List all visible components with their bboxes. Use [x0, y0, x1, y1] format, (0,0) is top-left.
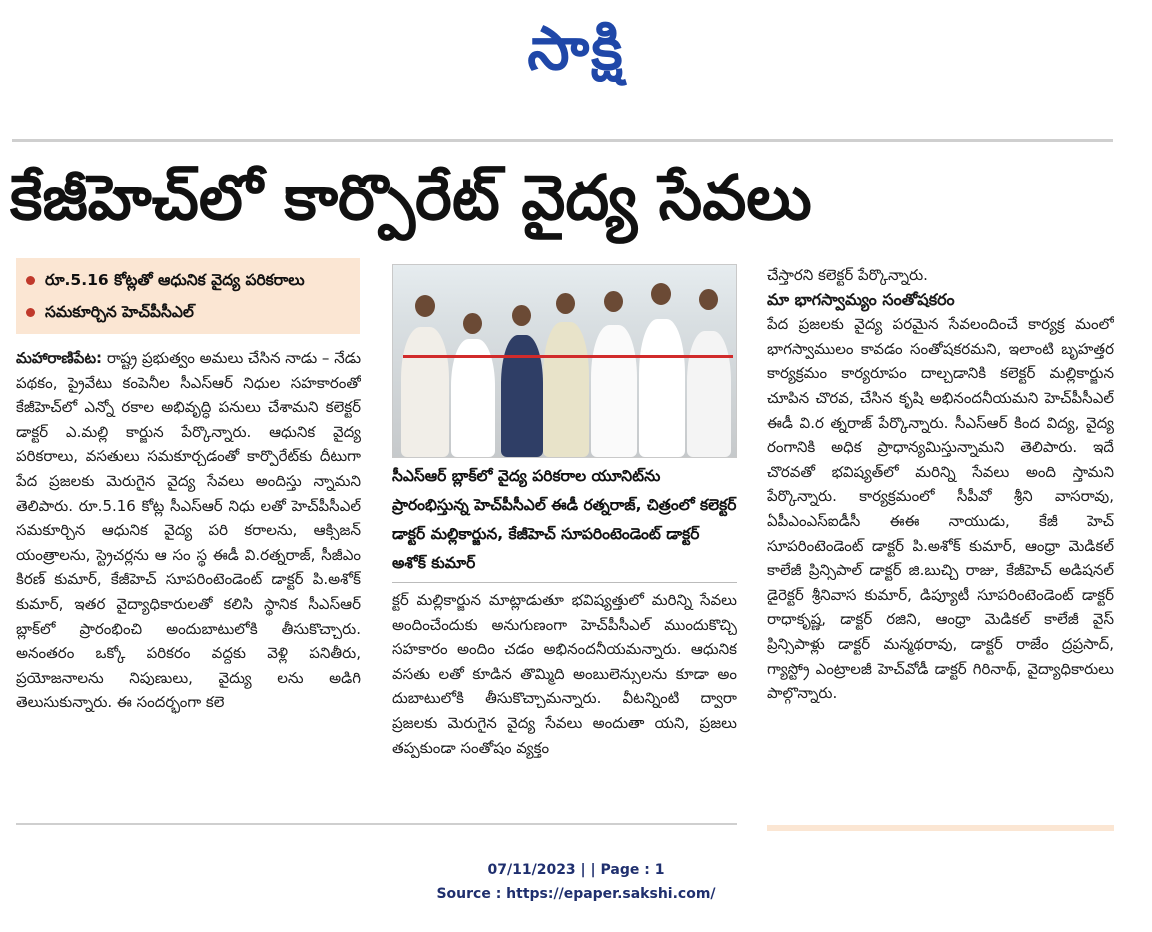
article-subheading: మా భాగస్వామ్యం సంతోషకరం [767, 289, 955, 309]
caption-divider [392, 582, 737, 583]
photo-head [604, 291, 623, 312]
dateline: మహారాణిపేట: [16, 349, 103, 367]
article-column-3 [767, 263, 1114, 803]
footer-date-line: 07/11/2023 | | Page : 1 [487, 862, 665, 878]
article-column-1 [16, 346, 361, 804]
masthead-divider [12, 139, 1113, 142]
highlights-box [16, 258, 360, 334]
photo-person [401, 327, 449, 457]
photo-head [463, 313, 482, 334]
highlight-text: సమకూర్చిన హెచ్‌పీసీఎల్ [45, 303, 194, 321]
inauguration-ribbon [403, 355, 733, 358]
highlight-item [26, 264, 350, 296]
masthead [0, 0, 1152, 140]
article-column-2: క్టర్ మల్లికార్జున మాట్లాడుతూ భవిష్యత్తులో మరిన్ని సేవలు అందించేందుకు అనుగుణంగా హెచ్‌పీసీఎల్ ముందుకొచ్చి సహకారం అందిం చడం అభినందనీయమన్నారు. ఆధునిక వసతు లతో కూడిన తొమ్మిది అంబులెన్సులను కూడా అం దుబాటులోకి తీసుకొచ్చామన్నారు. వీటన్నింటి ద్వారా ప్రజలకు మెరుగైన వైద్య సేవలు అందుతా యని, ప్రజలు తప్పకుండా సంతోషం వ్యక్తం [392, 591, 737, 757]
photo-head [556, 293, 575, 314]
page-footer [0, 858, 1152, 906]
photo-caption: సీఎస్‌ఆర్ బ్లాక్‌లో వైద్య పరికరాల యూనిట్‌ను ప్రారంభిస్తున్న హెచ్‌పీసీఎల్ ఈడీ రత్నరాజ్, చిత్రంలో కలెక్టర్ డాక్టర్ మల్లికార్జున, కేజీహెచ్ సూపరింటెండెంట్ డాక్టర్ అశోక్ కుమార్ [392, 467, 737, 572]
photo-person [543, 322, 589, 457]
column-1-text: రాష్ట్ర ప్రభుత్వం అమలు చేసిన నాడు – నేడు పథకం, ప్రైవేటు కంపెనీల సీఎస్‌ఆర్ నిధుల సహకారంతో కేజీహెచ్‌లో ఎన్నో రకాల అభివృద్ధి పనులు చేశామని కలెక్టర్ డాక్టర్ ఎ.మల్లి కార్జున పేర్కొన్నారు. ఆధునిక వైద్య పరికరాలు, వసతులు సమకూర్చడంతో కార్పొరేట్‌కు దీటుగా పేద ప్రజలకు మెరుగైన వైద్య సేవలు అందిస్తు న్నామని తెలిపారు. రూ.5.16 కోట్ల సీఎస్‌ఆర్ నిధు లతో హెచ్‌పీసీఎల్ సమకూర్చిన ఆధునిక వైద్య పరి కరాలను, ఆక్సిజన్ యంత్రాలను, స్ట్రెచర్లను ఆ సం స్థ ఈడీ వి.రత్నరాజ్, సీజీఎం కిరణ్ కుమార్, కేజీహెచ్ సూపరింటెండెంట్ డాక్టర్ పి.అశోక్ కుమార్, ఇతర వైద్యాధికారులతో కలిసి స్థానిక సీఎస్‌ఆర్ బ్లాక్‌లో ప్రారంభించి అందుబాటులోకి తీసుకొచ్చారు. అనంతరం ఒక్కో పరికరం వద్దకు వెళ్లి పనితీరు, ప్రయోజనాలను నిపుణులు, వైద్యు లను అడిగి తెలుసుకున్నారు. ఈ సందర్భంగా కలె [16, 349, 361, 712]
event-photo [392, 264, 737, 458]
bullet-icon [26, 308, 35, 317]
column-3-text: పేద ప్రజలకు వైద్య పరమైన సేవలందించే కార్యక్ర మంలో భాగస్వాములం కావడం సంతోషకరమని, ఇలాంటి బృహత్తర కార్యక్రమం కార్యరూపం దాల్చడానికి కలెక్టర్ మల్లికార్జున చూపిన చొరవ, చేసిన కృషి అభినందనీయమని హెచ్‌పీసీఎల్ ఈడీ వి.ర త్నరాజ్ పేర్కొన్నారు. సీఎస్‌ఆర్ కింద విద్య, వైద్య రంగానికి అధిక ప్రాధాన్యమిస్తున్నామని తెలిపారు. ఇదే చొరవతో భవిష్యత్‌లో మరిన్ని సేవలు అంది స్తామని పేర్కొన్నారు. కార్యక్రమంలో సీపీవో శ్రీని వాసరావు, ఏపీఎంఎస్ఐడీసీ ఈఈ నాయుడు, కేజీ హెచ్ సూపరింటెండెంట్ డాక్టర్ పి.అశోక్ కుమార్, ఆంధ్రా మెడికల్ కాలేజీ ప్రిన్సిపాల్ డాక్టర్ జి.బుచ్చి రాజు, కేజీహెచ్ అడిషనల్ డైరెక్టర్ శ్రీనివాస కుమార్, డిప్యూటీ సూపరింటెండెంట్ డాక్టర్ రాధాకృష్ణ, డాక్టర్ రజిని, ఆంధ్రా మెడికల్ కాలేజీ వైస్ ప్రిన్సిపాళ్లు డాక్టర్ మన్మథరావు, డాక్టర్ రాజేం ద్రప్రసాద్, గ్యాస్ట్రో ఎంట్రాలజీ హెచ్‌వోడీ డాక్టర్ గిరినాథ్, వైద్యాధికారులు పాల్గొన్నారు. [767, 315, 1114, 703]
photo-head [512, 305, 531, 326]
photo-person [591, 325, 637, 457]
photo-head [651, 283, 671, 305]
bottom-divider [16, 823, 737, 825]
bottom-accent-bar [767, 825, 1114, 831]
footer-source-link[interactable]: Source : https://epaper.sakshi.com/ [436, 886, 716, 902]
photo-person [639, 319, 685, 457]
highlight-item [26, 296, 350, 328]
article-headline: కేజీహెచ్‌లో కార్పొరేట్ వైద్య సేవలు [10, 161, 812, 234]
photo-person [501, 335, 543, 457]
photo-head [415, 295, 435, 317]
photo-head [699, 289, 718, 310]
bullet-icon [26, 276, 35, 285]
sakshi-logo: సాక్షి [527, 14, 625, 84]
highlight-text: రూ.5.16 కోట్లతో ఆధునిక వైద్య పరికరాలు [45, 271, 305, 289]
photo-person [687, 331, 731, 457]
column-3-intro: చేస్తారని కలెక్టర్ పేర్కొన్నారు. [767, 266, 928, 284]
